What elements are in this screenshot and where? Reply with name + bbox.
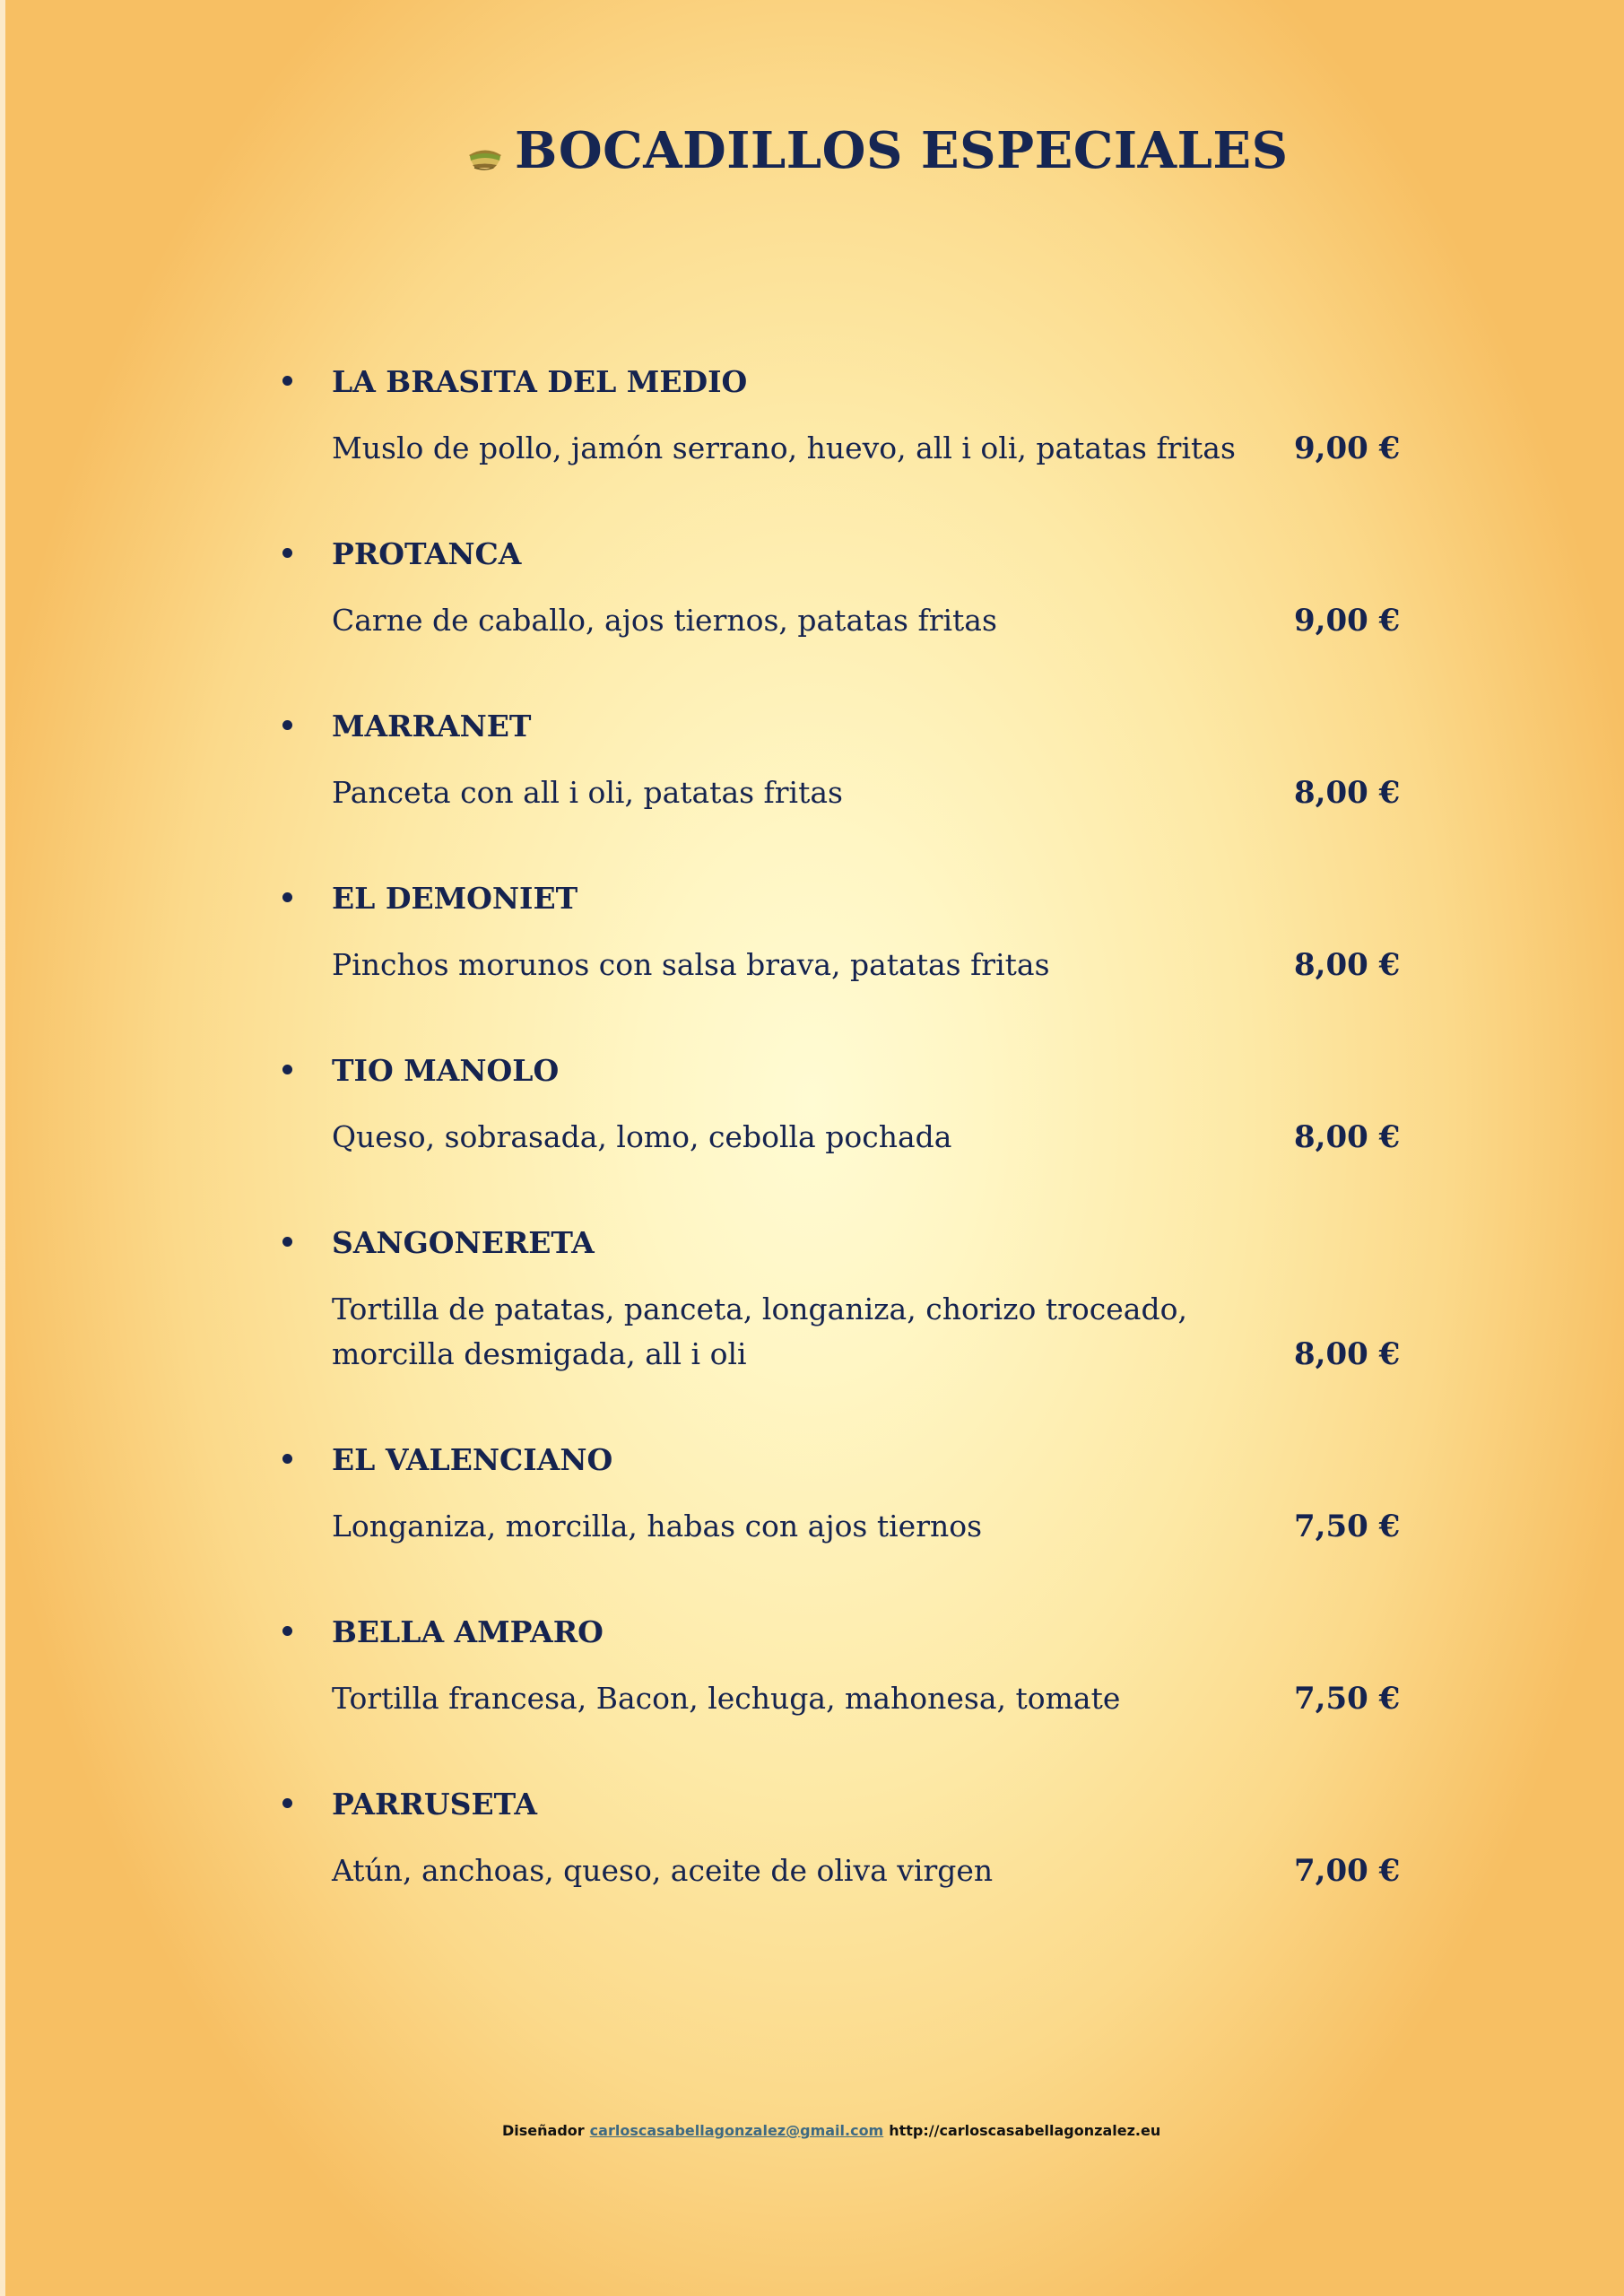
item-description: Longaniza, morcilla, habas con ajos tiernos bbox=[332, 1509, 983, 1544]
item-price: 8,00 € bbox=[1294, 775, 1401, 811]
designer-footer bbox=[502, 2122, 1160, 2139]
item-price: 8,00 € bbox=[1294, 947, 1401, 983]
list-item bbox=[278, 1613, 1399, 1721]
bullet-icon bbox=[282, 1454, 292, 1464]
bullet-icon bbox=[282, 720, 292, 730]
item-price: 7,50 € bbox=[1294, 1681, 1401, 1717]
bullet-icon bbox=[282, 376, 292, 386]
menu-list bbox=[278, 363, 1399, 1958]
item-name: SANGONERETA bbox=[332, 1225, 595, 1260]
designer-email-link[interactable]: carloscasabellagonzalez@gmail.com bbox=[589, 2122, 884, 2139]
bullet-icon bbox=[282, 1626, 292, 1636]
item-name: PROTANCA bbox=[332, 536, 522, 571]
bullet-icon bbox=[282, 892, 292, 902]
item-description: Tortilla francesa, Bacon, lechuga, mahonesa, tomate bbox=[332, 1681, 1121, 1716]
item-price: 7,50 € bbox=[1294, 1509, 1401, 1544]
list-item bbox=[278, 1786, 1399, 1893]
item-price: 9,00 € bbox=[1294, 603, 1401, 639]
item-description: Tortilla de patatas, panceta, longaniza, chorizo troceado, morcilla desmigada, all i oli bbox=[332, 1292, 1187, 1371]
page-title bbox=[466, 115, 1289, 187]
bullet-icon bbox=[282, 1798, 292, 1808]
list-item bbox=[278, 708, 1399, 815]
designer-website-link[interactable]: http://carloscasabellagonzalez.eu bbox=[889, 2122, 1161, 2139]
bullet-icon bbox=[282, 1065, 292, 1074]
item-description: Panceta con all i oli, patatas fritas bbox=[332, 775, 843, 810]
item-description: Carne de caballo, ajos tiernos, patatas fritas bbox=[332, 603, 997, 638]
item-name: LA BRASITA DEL MEDIO bbox=[332, 364, 748, 399]
bullet-icon bbox=[282, 548, 292, 558]
list-item bbox=[278, 363, 1399, 471]
item-description: Pinchos morunos con salsa brava, patatas fritas bbox=[332, 947, 1050, 982]
item-name: MARRANET bbox=[332, 709, 532, 744]
sandwich-icon bbox=[466, 139, 504, 173]
list-item bbox=[278, 1441, 1399, 1549]
item-name: EL DEMONIET bbox=[332, 881, 578, 916]
list-item bbox=[278, 1224, 1399, 1377]
item-name: EL VALENCIANO bbox=[332, 1442, 613, 1477]
title-text: BOCADILLOS ESPECIALES bbox=[515, 121, 1289, 180]
item-price: 8,00 € bbox=[1294, 1119, 1401, 1155]
item-price: 7,00 € bbox=[1294, 1853, 1401, 1889]
item-description: Muslo de pollo, jamón serrano, huevo, all i oli, patatas fritas bbox=[332, 430, 1236, 465]
item-name: PARRUSETA bbox=[332, 1787, 537, 1822]
list-item bbox=[278, 535, 1399, 643]
item-name: TIO MANOLO bbox=[332, 1053, 560, 1088]
list-item bbox=[278, 880, 1399, 987]
bullet-icon bbox=[282, 1237, 292, 1247]
item-price: 9,00 € bbox=[1294, 430, 1401, 466]
item-price: 8,00 € bbox=[1294, 1336, 1401, 1372]
item-name: BELLA AMPARO bbox=[332, 1614, 604, 1649]
designer-label: Diseñador bbox=[502, 2122, 585, 2139]
list-item bbox=[278, 1052, 1399, 1160]
item-description: Queso, sobrasada, lomo, cebolla pochada bbox=[332, 1119, 952, 1154]
item-description: Atún, anchoas, queso, aceite de oliva virgen bbox=[332, 1853, 994, 1888]
